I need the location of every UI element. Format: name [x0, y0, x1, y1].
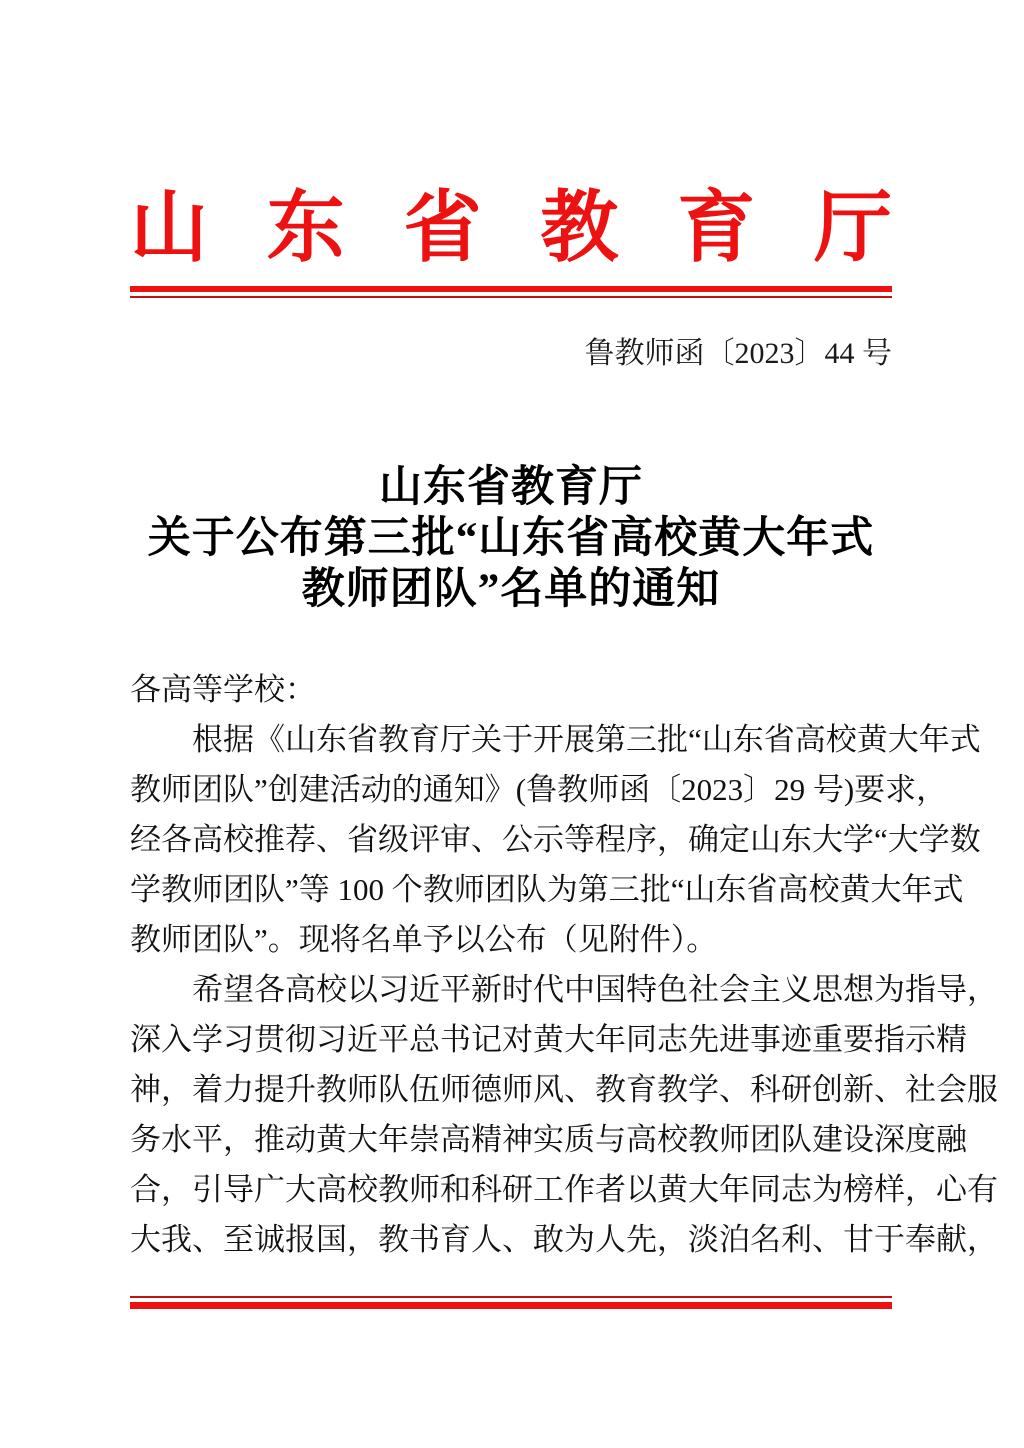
body-text-line: 大我、至诚报国，教书育人、敢为人先，淡泊名利、甘于奉献， [130, 1222, 998, 1257]
body-text-line: 希望各高校以习近平新时代中国特色社会主义思想为指导， [192, 972, 998, 1007]
document-reference-number: 鲁教师函〔2023〕44 号 [584, 337, 892, 370]
footer-divider-thick [130, 1302, 892, 1309]
document-title [80, 462, 942, 615]
body-text-line: 深入学习贯彻习近平总书记对黄大年同志先进事迹重要指示精 [130, 1022, 967, 1057]
letterhead-divider-thin [130, 296, 892, 298]
body-text-line: 经各高校推荐、省级评审、公示等程序，确定山东大学“大学数 [130, 822, 981, 857]
body-text-line: 学教师团队”等 100 个教师团队为第三批“山东省高校黄大年式 [130, 872, 964, 907]
document-title-line: 山东省教育厅 [379, 464, 643, 511]
letterhead-agency-name: 山 东 省 教 育 厅 [130, 184, 892, 271]
salutation: 各高等学校： [130, 672, 316, 707]
letterhead-divider-thick [130, 286, 892, 292]
document-title-line: 关于公布第三批“山东省高校黄大年式 [147, 515, 875, 562]
body-text-line: 教师团队”创建活动的通知》(鲁教师函〔2023〕29 号)要求， [130, 772, 948, 807]
body-text-line: 神，着力提升教师队伍师德师风、教育教学、科研创新、社会服 [130, 1072, 998, 1107]
body-text-line: 根据《山东省教育厅关于开展第三批“山东省高校黄大年式 [192, 722, 981, 757]
body-paragraph-lines [130, 715, 998, 1265]
document-body [130, 665, 998, 1265]
body-text-line: 教师团队”。现将名单予以公布（见附件）。 [130, 922, 718, 957]
footer-divider-thin [130, 1296, 892, 1298]
document-title-line: 教师团队”名单的通知 [301, 566, 721, 613]
body-text-line: 合，引导广大高校教师和科研工作者以黄大年同志为榜样，心有 [130, 1172, 998, 1207]
body-text-line: 务水平，推动黄大年崇高精神实质与高校教师团队建设深度融 [130, 1122, 967, 1157]
